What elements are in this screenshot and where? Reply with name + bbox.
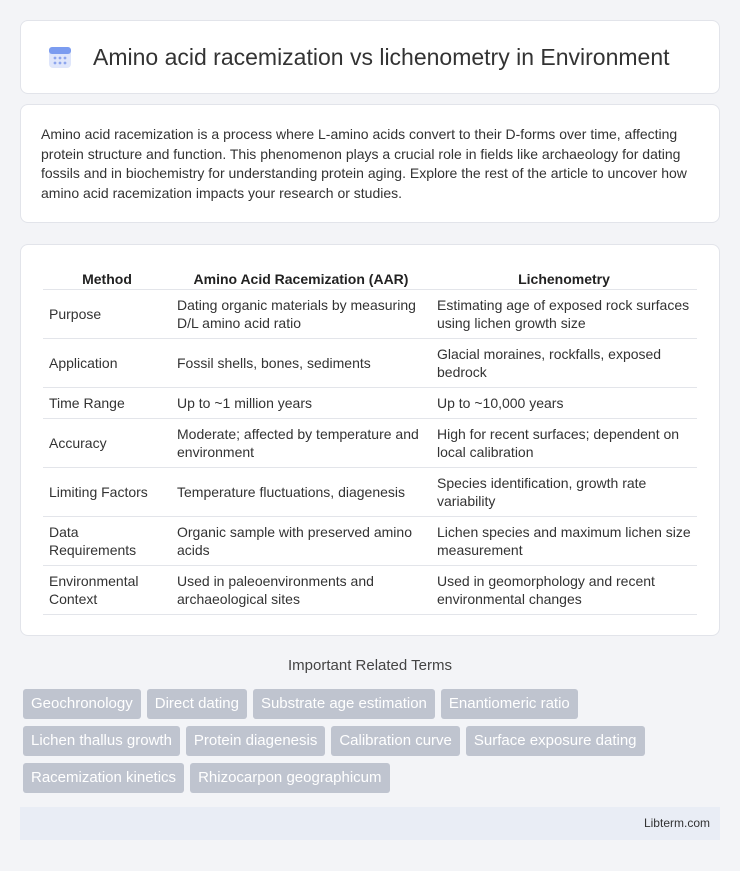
related-tags <box>20 689 720 793</box>
aar-cell: Up to ~1 million years <box>171 388 431 419</box>
header-lichenometry: Lichenometry <box>431 265 697 290</box>
tag-calibration-curve[interactable]: Calibration curve <box>331 726 460 756</box>
comparison-table-card <box>20 244 720 636</box>
row-label: Limiting Factors <box>43 468 171 517</box>
lichenometry-cell: Lichen species and maximum lichen size measurement <box>431 517 697 566</box>
tag-direct-dating[interactable]: Direct dating <box>147 689 247 719</box>
aar-cell: Dating organic materials by measuring D/L amino acid ratio <box>171 290 431 339</box>
aar-cell: Temperature fluctuations, diagenesis <box>171 468 431 517</box>
lichenometry-cell: Up to ~10,000 years <box>431 388 697 419</box>
tag-substrate-age-estimation[interactable]: Substrate age estimation <box>253 689 435 719</box>
table-row <box>43 517 697 566</box>
intro-card <box>20 104 720 223</box>
tag-geochronology[interactable]: Geochronology <box>23 689 141 719</box>
aar-cell: Fossil shells, bones, sediments <box>171 339 431 388</box>
intro-text: Amino acid racemization is a process where L-amino acids convert to their D-forms over time, affecting protein structure and function. This phenomenon plays a crucial role in fields like archaeology for dating fossils and in biochemistry for understanding protein aging. Explore the rest of the article to uncover how amino acid racemization impacts your research or studies. <box>41 126 687 201</box>
lichenometry-cell: Glacial moraines, rockfalls, exposed bedrock <box>431 339 697 388</box>
row-label: Data Requirements <box>43 517 171 566</box>
lichenometry-cell: Species identification, growth rate variability <box>431 468 697 517</box>
table-row <box>43 468 697 517</box>
aar-cell: Moderate; affected by temperature and environment <box>171 419 431 468</box>
row-label: Accuracy <box>43 419 171 468</box>
aar-cell: Used in paleoenvironments and archaeological sites <box>171 566 431 615</box>
lichenometry-cell: High for recent surfaces; dependent on local calibration <box>431 419 697 468</box>
tag-racemization-kinetics[interactable]: Racemization kinetics <box>23 763 184 793</box>
lichenometry-cell: Used in geomorphology and recent environmental changes <box>431 566 697 615</box>
tag-surface-exposure-dating[interactable]: Surface exposure dating <box>466 726 645 756</box>
calendar-icon <box>47 44 73 70</box>
header-method: Method <box>43 265 171 290</box>
page-title: Amino acid racemization vs lichenometry in Environment <box>93 43 670 70</box>
row-label: Time Range <box>43 388 171 419</box>
row-label: Environmental Context <box>43 566 171 615</box>
row-label: Application <box>43 339 171 388</box>
comparison-table <box>43 265 697 615</box>
table-row <box>43 566 697 615</box>
related-terms-title: Important Related Terms <box>288 657 452 674</box>
tag-enantiomeric-ratio[interactable]: Enantiomeric ratio <box>441 689 578 719</box>
header-card <box>20 20 720 94</box>
row-label: Purpose <box>43 290 171 339</box>
header-aar: Amino Acid Racemization (AAR) <box>171 265 431 290</box>
table-row <box>43 419 697 468</box>
footer <box>20 807 720 840</box>
footer-site-link[interactable]: Libterm.com <box>643 816 710 830</box>
table-header-row <box>43 265 697 290</box>
aar-cell: Organic sample with preserved amino acids <box>171 517 431 566</box>
table-row <box>43 388 697 419</box>
tag-protein-diagenesis[interactable]: Protein diagenesis <box>186 726 325 756</box>
table-row <box>43 339 697 388</box>
lichenometry-cell: Estimating age of exposed rock surfaces using lichen growth size <box>431 290 697 339</box>
tag-rhizocarpon-geographicum[interactable]: Rhizocarpon geographicum <box>190 763 389 793</box>
tag-lichen-thallus-growth[interactable]: Lichen thallus growth <box>23 726 180 756</box>
table-row <box>43 290 697 339</box>
related-terms-section <box>20 657 720 793</box>
